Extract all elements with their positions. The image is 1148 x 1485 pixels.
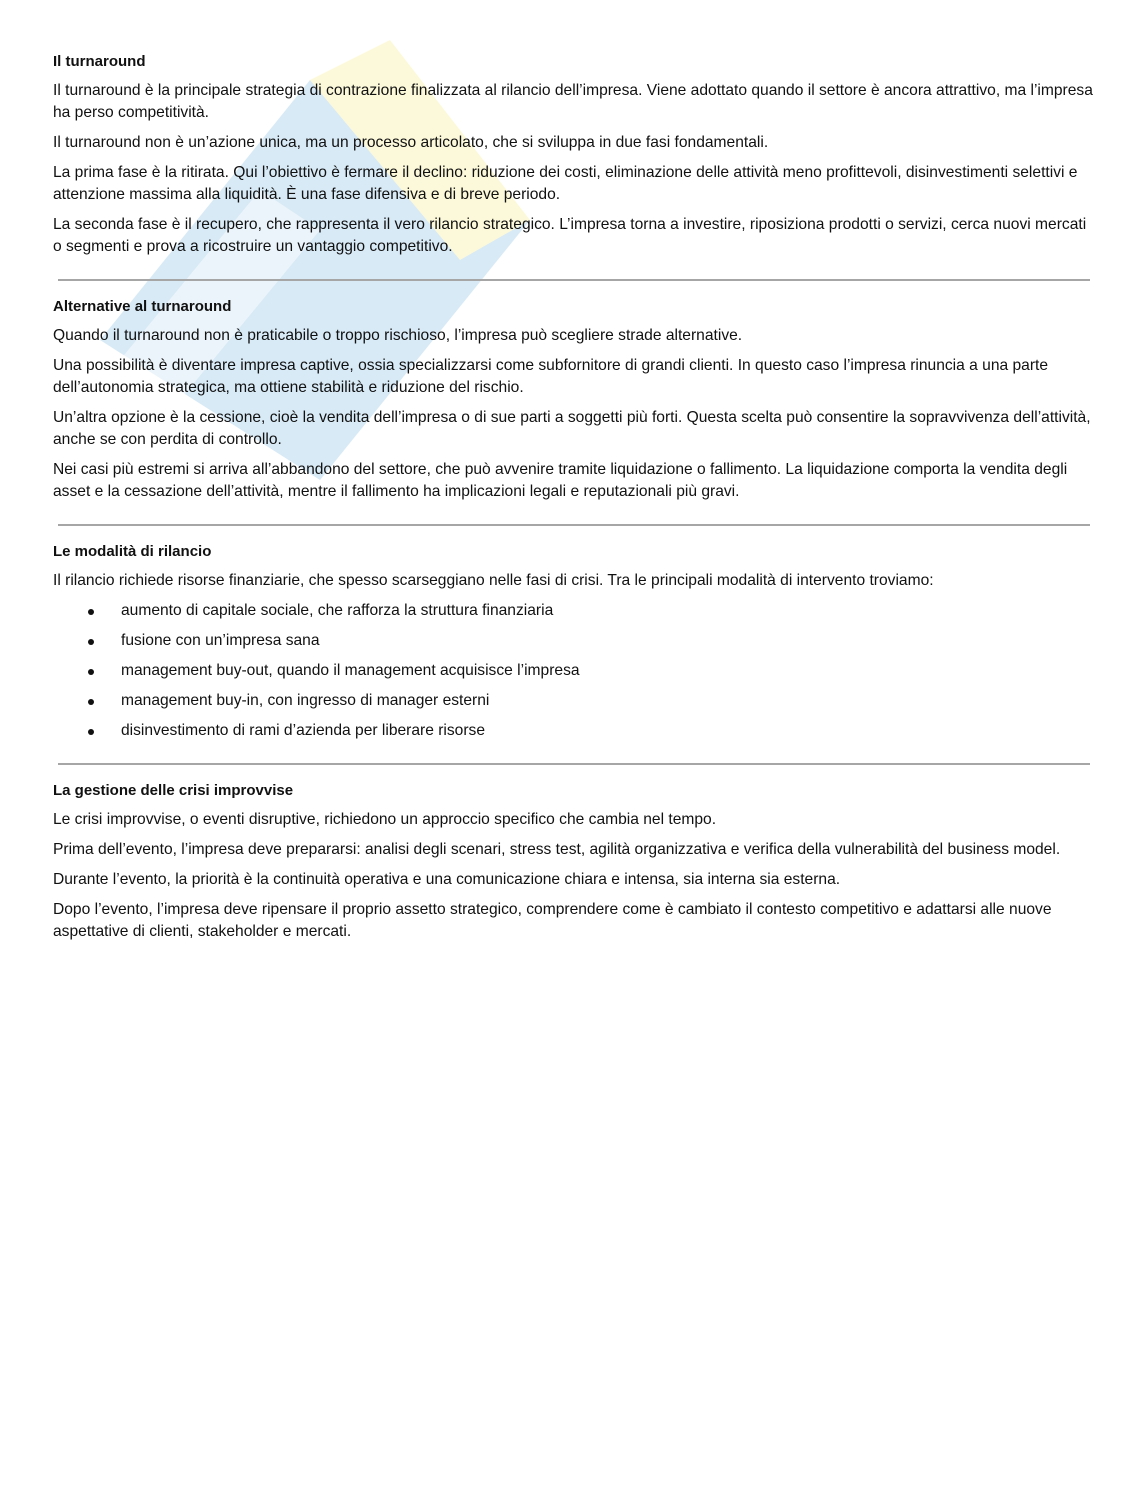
list-item — [53, 660, 1093, 682]
section-title: Le modalità di rilancio — [53, 543, 212, 560]
list-item-text: aumento di capitale sociale, che rafforza la struttura finanziaria — [121, 602, 554, 619]
section-title: Alternative al turnaround — [53, 298, 232, 315]
document-page — [53, 52, 1093, 951]
section-sudden-crises — [53, 781, 1093, 943]
paragraph: La seconda fase è il recupero, che rappresenta il vero rilancio strategico. L’impresa torna a investire, riposiziona prodotti o servizi, cerca nuovi mercati o segmenti e prova a ricostruire un vantaggio competitivo. — [53, 216, 1087, 255]
section-turnaround — [53, 52, 1093, 258]
section-alternatives — [53, 297, 1093, 503]
bullet-icon — [88, 639, 94, 645]
paragraph: Quando il turnaround non è praticabile o troppo rischioso, l’impresa può scegliere strade alternative. — [53, 327, 743, 344]
paragraph: Le crisi improvvise, o eventi disruptive, richiedono un approccio specifico che cambia nel tempo. — [53, 811, 717, 828]
paragraph: Durante l’evento, la priorità è la continuità operativa e una comunicazione chiara e intensa, sia interna sia esterna. — [53, 871, 841, 888]
paragraph: Una possibilità è diventare impresa captive, ossia specializzarsi come subfornitore di grandi clienti. In questo caso l’impresa rinuncia a una parte dell’autonomia strategica, ma ottiene stabilità e riduzione del rischio. — [53, 357, 1049, 396]
bullet-icon — [88, 609, 94, 615]
list-item-text: management buy-out, quando il management acquisisce l’impresa — [121, 662, 580, 679]
bullet-icon — [88, 729, 94, 735]
bullet-icon — [88, 669, 94, 675]
paragraph: Dopo l’evento, l’impresa deve ripensare il proprio assetto strategico, comprendere come è cambiato il contesto competitivo e adattarsi alle nuove aspettative di clienti, stakeholder e mercati. — [53, 901, 1052, 940]
list-item — [53, 600, 1093, 622]
section-divider — [58, 524, 1090, 526]
list-item-text: fusione con un’impresa sana — [121, 632, 320, 649]
section-title: La gestione delle crisi improvvise — [53, 782, 294, 799]
bullet-icon — [88, 699, 94, 705]
list-item-text: disinvestimento di rami d’azienda per liberare risorse — [121, 722, 486, 739]
section-title: Il turnaround — [53, 53, 146, 70]
paragraph: Un’altra opzione è la cessione, cioè la vendita dell’impresa o di sue parti a soggetti più forti. Questa scelta può consentire la sopravvivenza dell’attività, anche se con perdita di controllo. — [53, 409, 1091, 448]
section-divider — [58, 279, 1090, 281]
list-item — [53, 720, 1093, 742]
list-item — [53, 690, 1093, 712]
paragraph: Il rilancio richiede risorse finanziarie, che spesso scarseggiano nelle fasi di crisi. Tra le principali modalità di intervento troviamo: — [53, 572, 934, 589]
section-relaunch — [53, 542, 1093, 742]
list-item-text: management buy-in, con ingresso di manager esterni — [121, 692, 490, 709]
paragraph: La prima fase è la ritirata. Qui l’obiettivo è fermare il declino: riduzione dei costi, eliminazione delle attività meno profittevoli, disinvestimenti selettivi e attenzione massima alla liquidità. È una fase difensiva e di breve periodo. — [53, 164, 1078, 203]
paragraph: Nei casi più estremi si arriva all’abbandono del settore, che può avvenire tramite liquidazione o fallimento. La liquidazione comporta la vendita degli asset e la cessazione dell’attività, mentre il fallimento ha implicazioni legali e reputazionali più gravi. — [53, 461, 1068, 500]
paragraph: Il turnaround non è un’azione unica, ma un processo articolato, che si sviluppa in due fasi fondamentali. — [53, 134, 769, 151]
paragraph: Prima dell’evento, l’impresa deve prepararsi: analisi degli scenari, stress test, agilità organizzativa e verifica della vulnerabilità del business model. — [53, 841, 1061, 858]
bullet-list — [53, 600, 1093, 742]
section-divider — [58, 763, 1090, 765]
paragraph: Il turnaround è la principale strategia di contrazione finalizzata al rilancio dell’impresa. Viene adottato quando il settore è ancora attrattivo, ma l’impresa ha perso competitività. — [53, 82, 1093, 121]
list-item — [53, 630, 1093, 652]
